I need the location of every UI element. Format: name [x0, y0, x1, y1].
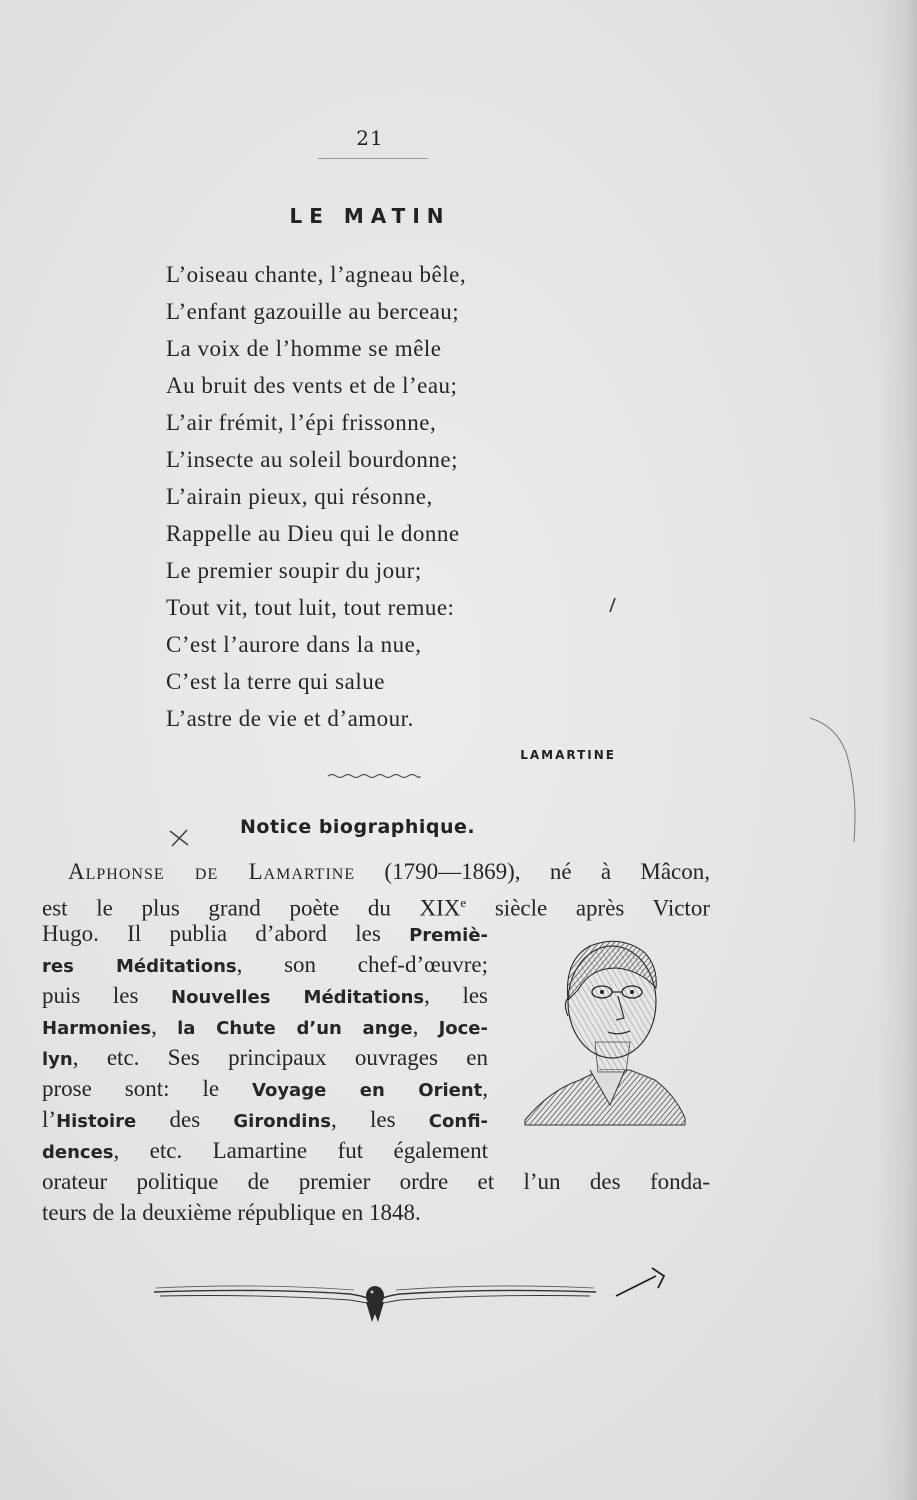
- poem-verse: C’est l’aurore dans la nue,: [166, 632, 422, 657]
- bio-line: [42, 856, 710, 887]
- work-title: Nouvelles Méditations: [171, 987, 425, 1008]
- bio-text: siècle après Victor: [466, 895, 710, 921]
- bio-text: , les: [424, 983, 488, 1008]
- swallow-ornament-icon: [150, 1270, 600, 1330]
- work-title: res Méditations: [42, 956, 237, 977]
- lamartine-portrait-icon: [520, 930, 690, 1150]
- work-title: Harmonies: [42, 1018, 152, 1039]
- bio-line: orateur politique de premier ordre et l’un des fonda-: [42, 1169, 710, 1194]
- handwritten-cross-icon: [168, 828, 190, 848]
- page-edge-shadow: [877, 0, 917, 1500]
- poem-verse: L’astre de vie et d’amour.: [166, 706, 414, 731]
- bio-text: (1790—1869), né à Mâcon,: [355, 859, 710, 884]
- poem-verse: Tout vit, tout luit, tout remue:: [166, 595, 455, 620]
- work-title: lyn: [42, 1049, 73, 1070]
- bio-line: [42, 1135, 488, 1166]
- poem-verses: [166, 256, 466, 737]
- squiggle-divider-icon: [326, 770, 422, 782]
- bio-line: [42, 980, 488, 1011]
- work-title: Histoire: [56, 1111, 137, 1132]
- poem-verse: L’insecte au soleil bourdonne;: [166, 447, 458, 472]
- bio-text: ,: [412, 1014, 439, 1039]
- page-number: 21: [356, 126, 384, 150]
- pencil-tick-mark-icon: [606, 596, 618, 616]
- bio-text: des: [136, 1107, 234, 1132]
- bio-text: l’: [42, 1107, 57, 1132]
- poem-title: LE MATIN: [289, 204, 451, 228]
- notice-title: Notice biographique.: [240, 816, 476, 838]
- handwritten-arrow-mark-icon: [612, 1262, 672, 1302]
- bio-text: ,: [482, 1076, 488, 1101]
- work-title: Joce-: [438, 1018, 488, 1039]
- bio-text: , etc. Ses principaux ouvrages en: [72, 1045, 488, 1070]
- work-title: Confi-: [428, 1111, 488, 1132]
- poem-verse: C’est la terre qui salue: [166, 669, 385, 694]
- bio-text: Hugo. Il publia d’abord les: [42, 921, 410, 946]
- poem-verse: Le premier soupir du jour;: [166, 558, 422, 583]
- author-name: Alphonse de Lamartine: [68, 859, 356, 884]
- bio-line: [42, 1104, 488, 1135]
- work-title: la Chute d’un ange: [177, 1018, 413, 1039]
- bio-line: [42, 918, 488, 949]
- bio-text: , les: [331, 1107, 429, 1132]
- bio-text: ,: [151, 1014, 178, 1039]
- bio-line: [42, 1042, 488, 1073]
- poem-author: LAMARTINE: [520, 748, 616, 762]
- poem-verse: L’airain pieux, qui résonne,: [166, 484, 433, 509]
- bio-line: [42, 1073, 488, 1104]
- bio-text: , son chef-d’œuvre;: [236, 952, 488, 977]
- work-title: Premiè-: [409, 925, 488, 946]
- bio-text: est le plus grand poète du XIX: [42, 895, 461, 921]
- bio-text: , etc. Lamartine fut également: [113, 1138, 488, 1163]
- work-title: Voyage en Orient: [252, 1080, 483, 1101]
- poem-verse: L’oiseau chante, l’agneau bêle,: [166, 262, 467, 287]
- bio-text: e: [460, 895, 467, 910]
- poem-verse: L’air frémit, l’épi frissonne,: [166, 410, 437, 435]
- poem-verse: L’enfant gazouille au berceau;: [166, 299, 460, 324]
- bio-line: teurs de la deuxième république en 1848.: [42, 1200, 421, 1225]
- bio-text: puis les: [42, 983, 172, 1008]
- bio-line: [42, 949, 488, 980]
- poem-verse: Rappelle au Dieu qui le donne: [166, 521, 460, 546]
- poem-verse: La voix de l’homme se mêle: [166, 336, 442, 361]
- pencil-sketch-mark-icon: [806, 712, 876, 852]
- page-number-rule: [318, 158, 428, 159]
- work-title: Girondins: [233, 1111, 331, 1132]
- bio-line: [42, 1011, 488, 1042]
- bio-text: prose sont: le: [42, 1076, 253, 1101]
- poem-verse: Au bruit des vents et de l’eau;: [166, 373, 458, 398]
- work-title: dences: [42, 1142, 114, 1163]
- bio-line: [42, 887, 710, 921]
